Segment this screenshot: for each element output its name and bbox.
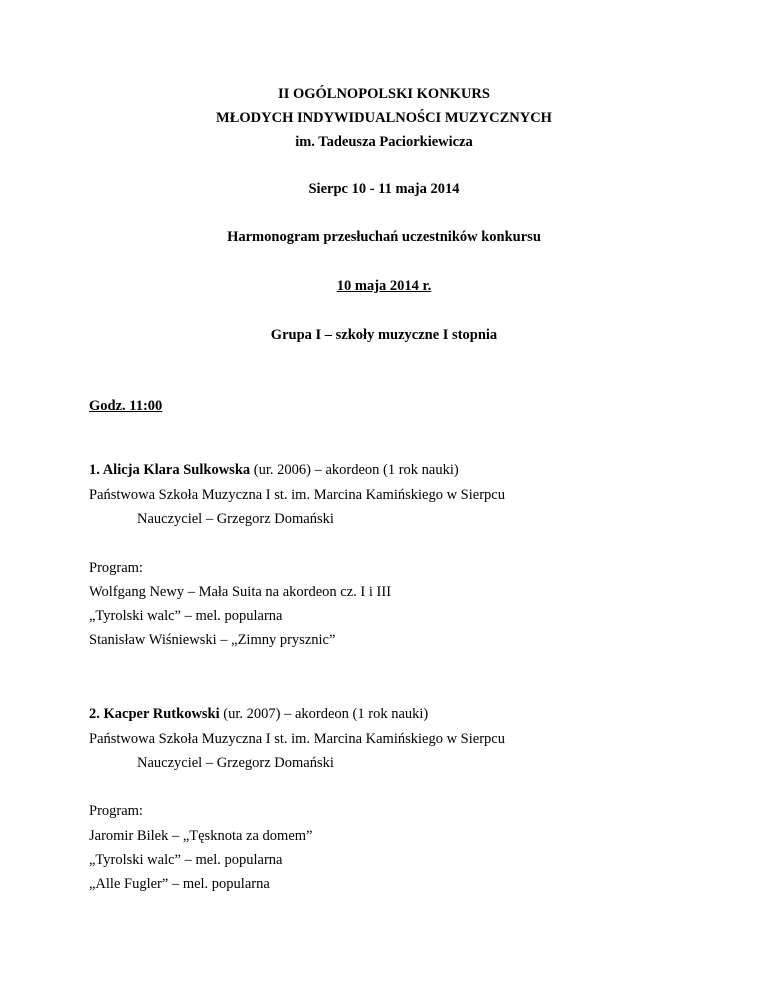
participant-2-teacher: Nauczyciel – Grzegorz Domański [137, 755, 334, 771]
participant-1-program-item: Stanisław Wiśniewski – „Zimny prysznic” [89, 632, 336, 648]
participant-1-program-item: Wolfgang Newy – Mała Suita na akordeon cz. I i III [89, 584, 392, 600]
contest-patron: im. Tadeusza Paciorkiewicza [295, 134, 473, 150]
participant-2-heading [89, 706, 428, 723]
participant-1-teacher: Nauczyciel – Grzegorz Domański [137, 511, 334, 527]
contest-title-line-1: II OGÓLNOPOLSKI KONKURS [278, 86, 490, 102]
participant-1-heading [89, 462, 459, 479]
participant-1-program-item: „Tyrolski walc” – mel. popularna [89, 608, 283, 624]
group-title: Grupa I – szkoły muzyczne I stopnia [270, 327, 498, 343]
participant-1-school: Państwowa Szkoła Muzyczna I st. im. Marcina Kamińskiego w Sierpcu [89, 487, 505, 503]
time-slot [89, 398, 162, 415]
participant-1-program-label: Program: [89, 560, 143, 576]
participant-2-program-item: „Alle Fugler” – mel. popularna [89, 876, 270, 892]
participant-2-program-item: Jaromir Bilek – „Tęsknota za domem” [89, 828, 313, 844]
participant-2-school: Państwowa Szkoła Muzyczna I st. im. Marcina Kamińskiego w Sierpcu [89, 731, 505, 747]
participant-1-details: (ur. 2006) – akordeon (1 rok nauki) [250, 462, 459, 478]
schedule-title: Harmonogram przesłuchań uczestników konkursu [227, 229, 541, 245]
time-slot-text: Godz. 11:00 [89, 398, 163, 414]
contest-dates: Sierpc 10 - 11 maja 2014 [308, 181, 460, 197]
contest-title-line-2: MŁODYCH INDYWIDUALNOŚCI MUZYCZNYCH [216, 110, 552, 126]
participant-2-program-label: Program: [89, 803, 143, 819]
schedule-day-text: 10 maja 2014 r. [336, 278, 432, 294]
participant-1-name: 1. Alicja Klara Sulkowska [89, 462, 251, 478]
participant-2-details: (ur. 2007) – akordeon (1 rok nauki) [219, 706, 429, 722]
participant-2-name: 2. Kacper Rutkowski [89, 706, 220, 722]
participant-2-program-item: „Tyrolski walc” – mel. popularna [89, 852, 283, 868]
schedule-day [0, 278, 768, 295]
